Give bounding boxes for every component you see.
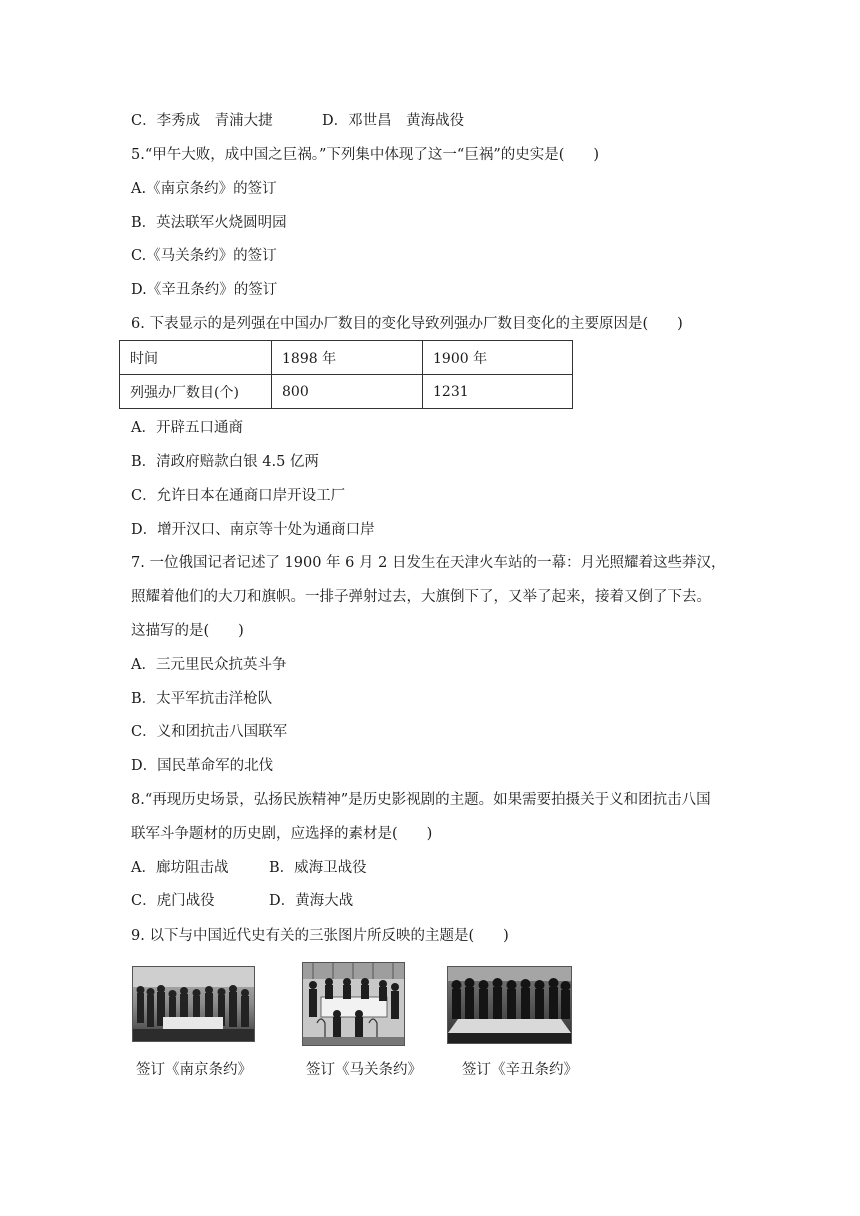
q5-option-d: D.《辛丑条约》的签订: [131, 282, 278, 298]
q7-option-a: A．三元里民众抗英斗争: [131, 657, 287, 673]
q7-option-b: B．太平军抗击洋枪队: [131, 691, 273, 707]
q7-stem-line-2: 照耀着他们的大刀和旗帜。一排子弹射过去，大旗倒下了，又举了起来，接着又倒了下去。: [131, 589, 711, 605]
table-cell: 1900 年: [423, 341, 573, 375]
q8-options-ab: [131, 858, 367, 878]
q8-option-c: C．虎门战役: [131, 893, 215, 909]
photo-shimonoseki-treaty: [302, 962, 405, 1046]
table-header-row: [120, 341, 573, 375]
q7-stem-line-3: 这描写的是( ): [131, 623, 244, 639]
q8-options-cd: [131, 891, 354, 911]
q4-option-d: D．邓世昌 黄海战役: [322, 113, 465, 129]
caption-shimonoseki-treaty: 签订《马关条约》: [306, 1062, 422, 1078]
q6-option-a: A．开辟五口通商: [131, 420, 243, 436]
q7-option-c: C．义和团抗击八国联军: [131, 724, 288, 740]
q7-option-d: D．国民革命军的北伐: [131, 758, 274, 774]
q8-option-a: A．廊坊阻击战: [131, 860, 229, 876]
photo-nanjing-treaty: [132, 966, 255, 1042]
q8-option-d: D．黄海大战: [269, 893, 354, 909]
q6-stem: 6. 下表显示的是列强在中国办厂数目的变化导致列强办厂数目变化的主要原因是( ): [131, 316, 683, 332]
caption-boxer-protocol: 签订《辛丑条约》: [462, 1062, 578, 1078]
q6-data-table: [119, 340, 573, 409]
table-cell: 1898 年: [272, 341, 423, 375]
q8-stem-line-1: 8.“再现历史场景，弘扬民族精神”是历史影视剧的主题。如果需要拍摄关于义和团抗击八国: [131, 792, 711, 808]
photo-boxer-protocol: [447, 966, 572, 1044]
q9-stem: 9. 以下与中国近代史有关的三张图片所反映的主题是( ): [131, 928, 509, 944]
q8-stem-line-2: 联军斗争题材的历史剧，应选择的素材是( ): [131, 826, 433, 842]
q6-option-b: B．清政府赔款白银 4.5 亿两: [131, 454, 319, 470]
q5-option-b: B．英法联军火烧圆明园: [131, 215, 287, 231]
table-cell: 列强办厂数目(个): [120, 375, 272, 409]
q6-option-c: C．允许日本在通商口岸开设工厂: [131, 488, 346, 504]
caption-nanjing-treaty: 签订《南京条约》: [136, 1062, 252, 1078]
q5-option-a: A.《南京条约》的签订: [131, 181, 277, 197]
table-cell: 800: [272, 375, 423, 409]
q6-option-d: D．增开汉口、南京等十处为通商口岸: [131, 522, 375, 538]
q5-stem: 5.“甲午大败，成中国之巨祸。”下列集中体现了这一“巨祸”的史实是( ): [131, 147, 600, 163]
table-cell: 时间: [120, 341, 272, 375]
q7-stem-line-1: 7. 一位俄国记者记述了 1900 年 6 月 2 日发生在天津火车站的一幕：月光照耀着这些莽汉，: [131, 555, 726, 571]
q4-options-cd: [131, 111, 465, 131]
table-row: [120, 375, 573, 409]
table-cell: 1231: [423, 375, 573, 409]
q8-option-b: B．威海卫战役: [269, 860, 367, 876]
q4-option-c: C．李秀成 青浦大捷: [131, 113, 273, 129]
q5-option-c: C.《马关条约》的签订: [131, 248, 277, 264]
